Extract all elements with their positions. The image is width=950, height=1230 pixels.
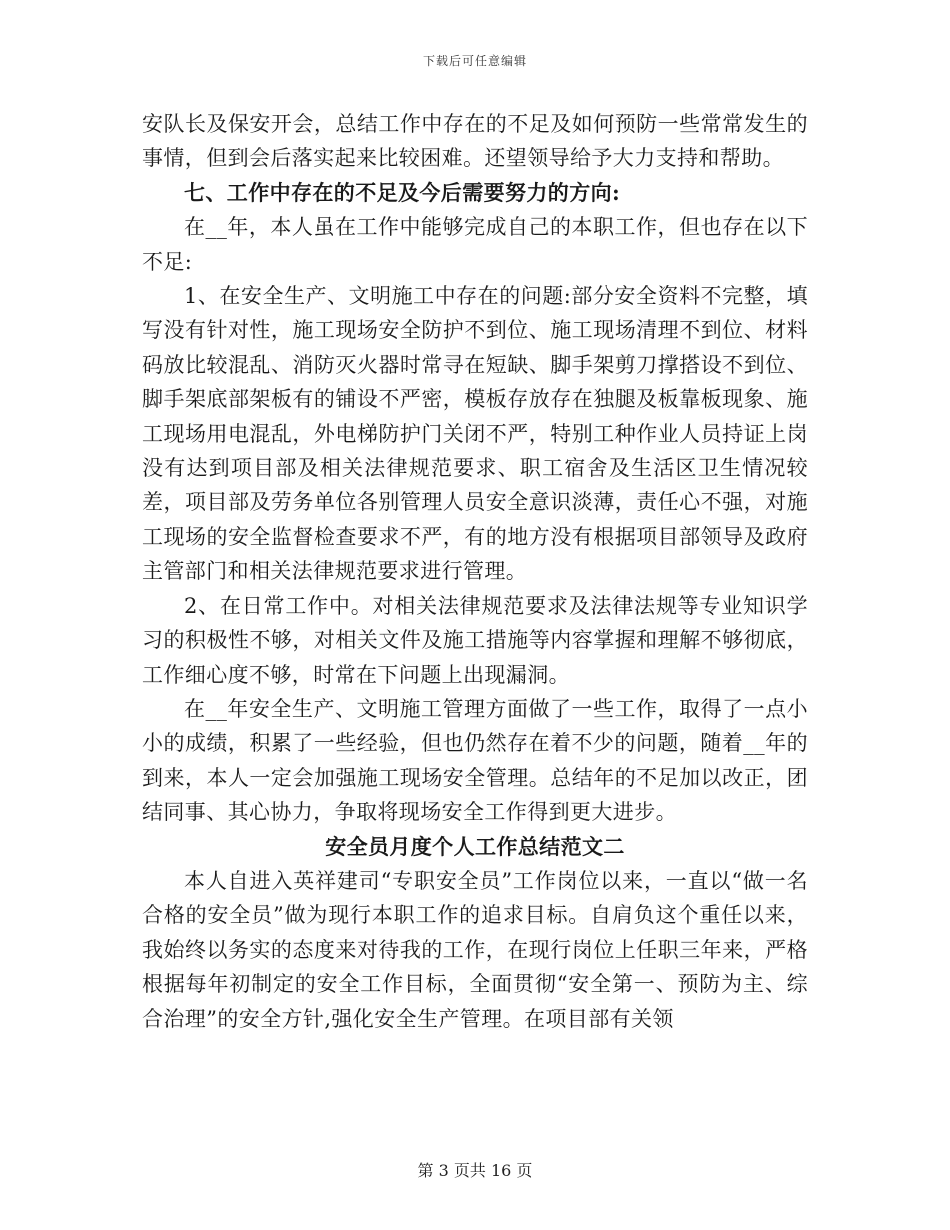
paragraph-item-1: 1、在安全生产、文明施工中存在的问题:部分安全资料不完整，填写没有针对性，施工现场安全防护不到位、施工现场清理不到位、材料码放比较混乱、消防灭火器时常寻在短缺、脚手架剪刀撑搭设不到位、脚手架底部架板有的铺设不严密，模板存放存在独腿及板靠板现象、施工现场用电混乱，外电梯防护门关闭不严，特别工种作业人员持证上岗没有达到项目部及相关法律规范要求、职工宿舍及生活区卫生情况较差，项目部及劳务单位各别管理人员安全意识淡薄，责任心不强，对施工现场的安全监督检查要求不严，有的地方没有根据项目部领导及政府主管部门和相关法律规范要求进行管理。: [142, 284, 808, 584]
paragraph-intro: 在__年，本人虽在工作中能够完成自己的本职工作，但也存在以下不足:: [142, 215, 808, 274]
paragraph-article-2-opening: 本人自进入英祥建司“专职安全员”工作岗位以来，一直以“做一名合格的安全员”做为现行本职工作的追求目标。自肩负这个重任以来，我始终以务实的态度来对待我的工作，在现行岗位上任职三年来，严格根据每年初制定的安全工作目标，全面贯彻“安全第一、预防为主、综合治理”的安全方针,强化安全生产管理。在项目部有关领: [142, 868, 808, 1031]
article-title-2: 安全员月度个人工作总结范文二: [325, 833, 625, 859]
section-heading-7: 七、工作中存在的不足及今后需要努力的方向:: [184, 179, 621, 205]
paragraph-item-2: 2、在日常工作中。对相关法律规范要求及法律法规等专业知识学习的积极性不够，对相关文件及施工措施等内容掌握和理解不够彻底，工作细心度不够，时常在下问题上出现漏洞。: [142, 593, 808, 687]
paragraph-continuation: 安队长及保安开会，总结工作中存在的不足及如何预防一些常常发生的事情，但到会后落实起来比较困难。还望领导给予大力支持和帮助。: [142, 112, 808, 171]
document-body: [142, 107, 808, 1036]
page-number: 第 3 页共 16 页: [417, 1161, 533, 1180]
paragraph-conclusion: 在__年安全生产、文明施工管理方面做了一些工作，取得了一点小小的成绩，积累了一些经验，但也仍然存在着不少的问题，随着__年的到来，本人一定会加强施工现场安全管理。总结年的不足加以改正，团结同事、其心协力，争取将现场安全工作得到更大进步。: [142, 696, 808, 825]
page-header: 下载后可任意编辑: [422, 54, 527, 68]
